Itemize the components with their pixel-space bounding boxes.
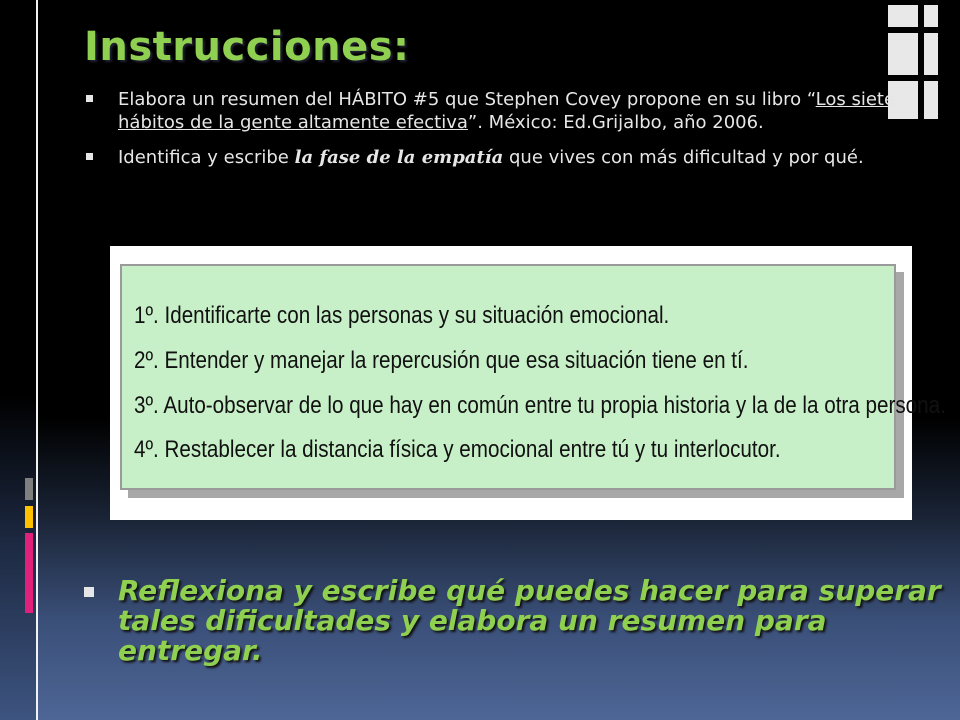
phase-item: 1º. Identificarte con las personas y su situación emocional.	[134, 302, 670, 329]
phase-item: 2º. Entender y manejar la repercusión que esa situación tiene en tí.	[134, 347, 749, 374]
bullet-square-icon	[86, 95, 93, 102]
left-divider-line	[36, 0, 38, 720]
instruction-item	[86, 88, 906, 134]
instruction-emphasis: la fase de la empatía	[294, 147, 504, 168]
instruction-text-post: que vives con más dificultad y por qué.	[503, 147, 864, 168]
accent-yellow-bar	[25, 506, 33, 528]
instruction-text-pre: Identifica y escribe	[118, 147, 295, 168]
instruction-text-post: ”. México: Ed.Grijalbo, año 2006.	[467, 112, 764, 133]
bullet-square-icon	[84, 587, 94, 597]
phase-item: 4º. Restablecer la distancia física y emocional entre tú y tu interlocutor.	[134, 436, 781, 463]
instruction-item	[86, 146, 906, 169]
empathy-phases-box	[120, 264, 946, 490]
phase-item: 3º. Auto-observar de lo que hay en común entre tu propia historia y la de la otra persona.	[134, 392, 946, 419]
accent-pink-bar	[25, 533, 33, 613]
instruction-text-pre: Elabora un resumen del HÁBITO #5 que Stephen Covey propone en su libro “	[118, 89, 816, 110]
closing-instruction	[84, 576, 960, 666]
closing-instruction-text: Reflexiona y escribe qué puedes hacer para superar tales dificultades y elabora un resumen para entregar.	[118, 574, 941, 667]
accent-gray-bar	[25, 478, 33, 500]
book-title: Los siete hábitos de la gente altamente efectiva	[118, 89, 896, 133]
slide-title: Instrucciones:	[84, 24, 410, 70]
empathy-phases-image	[110, 246, 946, 520]
instruction-list	[86, 88, 906, 181]
bullet-square-icon	[86, 153, 93, 160]
